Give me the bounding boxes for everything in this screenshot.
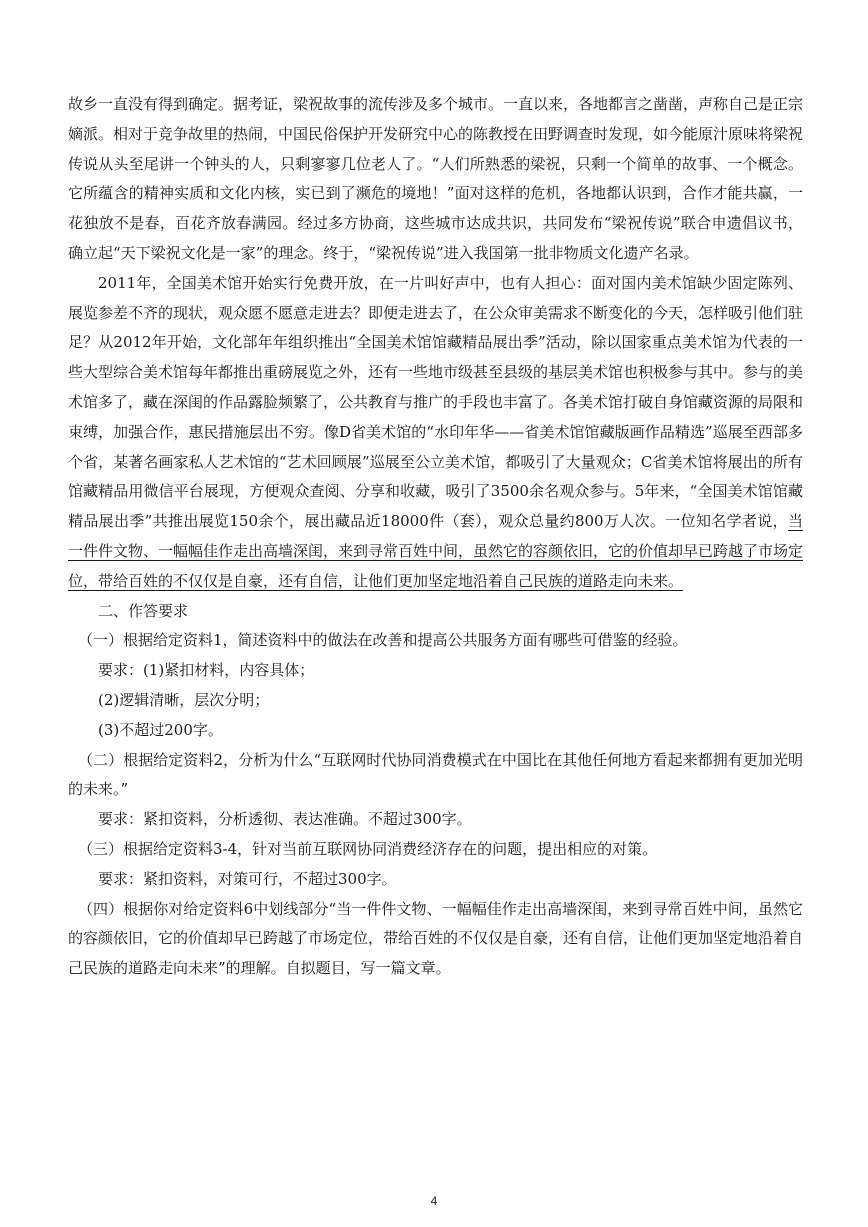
paragraph-art-museum-text: 2011年，全国美术馆开始实行免费开放，在一片叫好声中，也有人担心：面对国内美术馆缺少固定陈列、展览参差不齐的现状，观众愿不愿意走进去？即便走进去了，在公众审美需求不断变化的今天，怎样吸引他们驻足？从2012年开始，文化部年年组织推出“全国美术馆馆藏精品展出季”活动，除以国家重点美术馆为代表的一些大型综合美术馆每年都推出重磅展览之外，还有一些地市级甚至县级的基层美术馆也积极参与其中。参与的美术馆多了，藏在深闺的作品露脸频繁了，公共教育与推广的手段也丰富了。各美术馆打破自身馆藏资源的局限和束缚，加强合作，惠民措施层出不穷。像D省美术馆的“水印年华——省美术馆馆藏版画作品精选”巡展至西部多个省，某著名画家私人艺术馆的“艺术回顾展”巡展至公立美术馆，都吸引了大量观众；C省美术馆将展出的所有馆藏精品用微信平台展现，方便观众查阅、分享和收藏，吸引了3500余名观众参与。5年来，“全国美术馆馆藏精品展出季”共推出展览150余个，展出藏品近18000件（套），观众总量约800万人次。一位知名学者说，	[68, 273, 804, 531]
question-1-requirement-3: (3)不超过200字。	[98, 720, 223, 739]
page-content	[68, 90, 803, 984]
question-3: （三）根据给定资料3-4，针对当前互联网协同消费经济存在的问题，提出相应的对策。	[78, 839, 658, 858]
paragraph-art-museum	[68, 269, 803, 597]
question-1-requirement-2: (2)逻辑清晰，层次分明；	[98, 690, 270, 709]
question-2: （二）根据给定资料2，分析为什么“互联网时代协同消费模式在中国比在其他任何地方看起来都拥有更加光明的未来。”	[68, 750, 803, 799]
section-title: 二、作答要求	[98, 601, 189, 620]
paragraph-liangzhu: 故乡一直没有得到确定。据考证，梁祝故事的流传涉及多个城市。一直以来，各地都言之凿凿，声称自己是正宗嫡派。相对于竞争故里的热闹，中国民俗保护开发研究中心的陈教授在田野调查时发现，如今能原汁原味将梁祝传说从头至尾讲一个钟头的人，只剩寥寥几位老人了。“人们所熟悉的梁祝，只剩一个简单的故事、一个概念。它所蕴含的精神实质和文化内核，实已到了濒危的境地！”面对这样的危机，各地都认识到，合作才能共赢，一花独放不是春，百花齐放春满园。经过多方协商，这些城市达成共识，共同发布“梁祝传说”联合申遗倡议书，确立起“天下梁祝文化是一家”的理念。终于，“梁祝传说”进入我国第一批非物质文化遗产名录。	[68, 95, 804, 262]
question-2-requirement: 要求：紧扣资料，分析透彻、表达准确。不超过300字。	[98, 810, 472, 829]
question-4: （四）根据你对给定资料6中划线部分“当一件件文物、一幅幅佳作走出高墙深闺，来到寻常百姓中间，虽然它的容颜依旧，它的价值却早已跨越了市场定位，带给百姓的不仅仅是自豪，还有自信，让他们更加坚定地沿着自己民族的道路走向未来”的理解。自拟题目，写一篇文章。	[68, 899, 804, 978]
underlined-quote: 当一件件文物、一幅幅佳作走出高墙深闺，来到寻常百姓中间，虽然它的容颜依旧，它的价值却早已跨越了市场定位，带给百姓的不仅仅是自豪，还有自信，让他们更加坚定地沿着自己民族的道路走向未来。	[68, 512, 804, 590]
question-3-requirement: 要求：紧扣资料，对策可行，不超过300字。	[98, 869, 397, 888]
question-1-requirement-1: 要求：(1)紧扣材料，内容具体；	[98, 661, 315, 680]
page-number: 4	[430, 1194, 438, 1208]
question-1: （一）根据给定资料1，简述资料中的做法在改善和提高公共服务方面有哪些可借鉴的经验。	[78, 631, 688, 650]
